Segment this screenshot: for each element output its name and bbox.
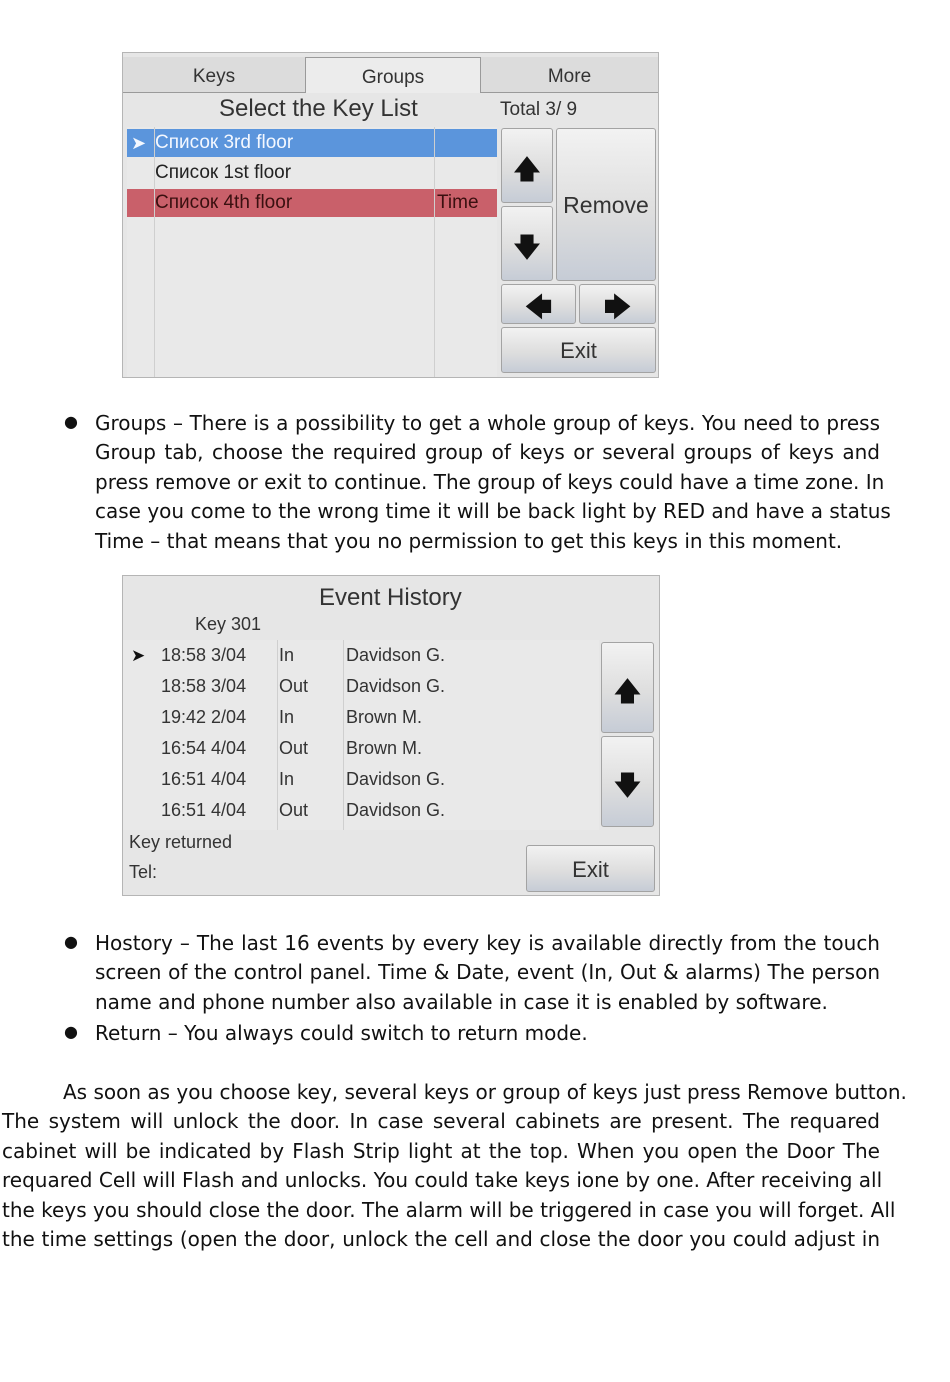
text-line: press remove or exit to continue. The group of keys could have a time zone. In [95,469,885,494]
page-left-button[interactable] [501,284,576,324]
remove-button[interactable]: Remove [556,128,656,281]
text-line: Time – that means that you no permission to get this keys in this moment. [95,528,843,553]
event-time: 18:58 3/04 [161,676,247,696]
text-line: the time settings (open the door, unlock the cell and close the door you could adjust in [2,1227,880,1252]
group-status: Time [437,192,479,213]
history-bullet-text [95,929,880,1017]
text-line: As soon as you choose key, several keys or group of keys just press Remove button. [63,1080,907,1104]
arrow-down-icon: 🡇 [614,770,641,800]
text-line: the keys you should close the door. The alarm will be triggered in case you will forget. All [2,1197,896,1222]
group-name: Список 3rd floor [155,132,294,153]
selection-arrow-icon: ➤ [131,646,146,665]
tab-groups[interactable]: Groups [305,57,481,93]
event-time: 16:54 4/04 [161,738,247,758]
arrow-down-icon: 🡇 [513,232,541,262]
text-line: The system will unlock the door. In case several cabinets are present. The requared [2,1109,880,1134]
event-direction: Out [279,738,309,758]
key-status: Key returned [129,832,233,852]
event-person: Brown M. [346,707,423,727]
event-direction: Out [279,800,309,820]
event-time: 16:51 4/04 [161,800,247,820]
event-time: 16:51 4/04 [161,769,247,789]
text-line: Hostory – The last 16 events by every key is available directly from the touch [95,931,880,955]
scroll-down-button[interactable] [501,206,553,281]
key-list-screenshot [122,52,659,378]
event-direction: In [279,645,295,665]
event-person: Brown M. [346,738,423,758]
table-row[interactable] [123,764,599,795]
arrow-left-icon: 🡄 [525,292,552,322]
table-row[interactable] [123,640,599,671]
table-row[interactable] [123,733,599,764]
event-person: Davidson G. [346,769,446,789]
text-line: screen of the control panel. Time & Date, event (In, Out & alarms) The person [95,960,880,985]
table-row[interactable] [123,795,599,826]
list-item[interactable] [127,159,497,187]
text-line: Group tab, choose the required group of keys or several groups of keys and [95,440,880,465]
bullet-icon: ● [64,412,78,431]
bullet-icon: ● [64,1022,78,1041]
text-line: Groups – There is a possibility to get a whole group of keys. You need to press [95,411,880,435]
event-history-screenshot [122,575,660,896]
selection-arrow-icon: ➤ [131,133,147,153]
text-line: Return – You always could switch to return mode. [95,1021,588,1045]
event-person: Davidson G. [346,645,446,665]
bullet-icon: ● [64,932,78,951]
tel-label: Tel: [129,862,158,882]
arrow-right-icon: 🡆 [604,292,631,322]
tab-more[interactable]: More [481,57,658,93]
event-time: 19:42 2/04 [161,707,247,727]
column-divider [277,640,278,830]
table-row[interactable] [123,671,599,702]
column-divider [154,127,155,377]
text-line: cabinet will be indicated by Flash Strip light at the top. When you open the Door The [2,1138,880,1163]
event-history-title: Event History [319,584,462,611]
event-direction: In [279,769,295,789]
group-name: Список 1st floor [155,162,292,183]
list-item[interactable] [127,129,497,157]
return-bullet-text [95,1019,880,1048]
closing-paragraph [2,1078,907,1254]
event-time: 18:58 3/04 [161,645,247,665]
arrow-up-icon: 🡅 [513,154,541,184]
arrow-up-icon: 🡅 [614,676,641,706]
text-line: requared Cell will Flash and unlocks. You could take keys ione by one. After receiving all [2,1168,883,1193]
text-line: name and phone number also available in case it is enabled by software. [95,989,828,1014]
event-list [123,640,599,830]
event-person: Davidson G. [346,800,446,820]
scroll-down-button[interactable] [601,736,654,827]
page-right-button[interactable] [579,284,656,324]
column-divider [343,640,344,830]
column-divider [434,127,435,377]
groups-bullet-text [95,409,891,556]
key-list-title: Select the Key List [219,95,418,122]
key-number: Key 301 [195,614,262,634]
scroll-up-button[interactable] [601,642,654,733]
group-name: Список 4th floor [155,192,293,213]
list-item[interactable] [127,189,497,217]
table-row[interactable] [123,702,599,733]
exit-button[interactable]: Exit [526,845,655,892]
tab-keys[interactable]: Keys [123,57,305,93]
total-counter: Total 3/ 9 [500,99,578,120]
group-list [127,127,497,377]
event-person: Davidson G. [346,676,446,696]
text-line: case you come to the wrong time it will be back light by RED and have a status [95,499,891,524]
tab-bar [123,53,658,93]
scroll-up-button[interactable] [501,128,553,203]
exit-button[interactable]: Exit [501,327,656,373]
event-direction: In [279,707,295,727]
event-direction: Out [279,676,309,696]
